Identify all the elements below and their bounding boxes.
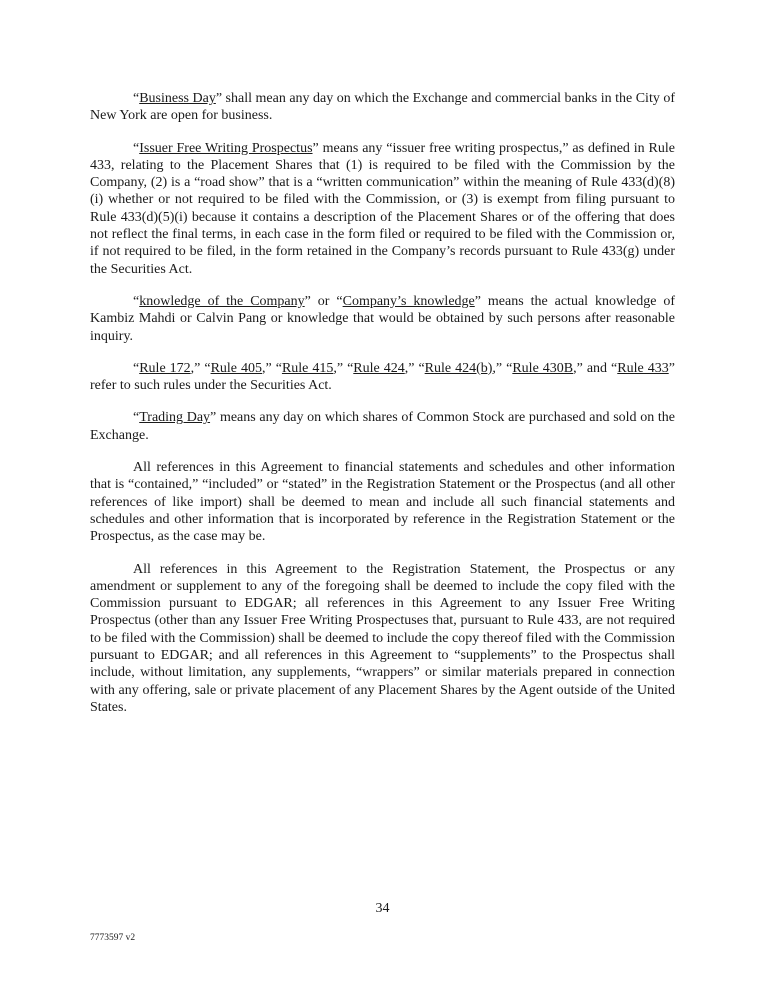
quote: “ [133,360,140,376]
definition-knowledge-of-company [90,293,675,345]
definition-text: ” means the actual knowledge of Kambiz Mahdi or Calvin Pang or knowledge that would be obtained by such persons after reasonable inquiry. [90,293,675,344]
quote: “ [133,91,140,106]
definition-trading-day [90,409,675,444]
defined-term: Company’s knowledge [342,293,475,309]
paragraph-registration-statement-references: All references in this Agreement to the Registration Statement, the Prospectus or any amendment or supplement to any of the foregoing shall be deemed to include the copy filed with the Commission pursuant to EDGAR; all references in this Agreement to any Issuer Free Writing Prospectus (other than any Issuer Free Writing Prospectuses that, pursuant to Rule 433, are not required to be filed with the Commission) shall be deemed to include the copy thereof filed with the Commission pursuant to EDGAR; and all references in this Agreement to “supplements” to the Prospectus shall include, without limitation, any supplements, “wrappers” or similar materials prepared in connection with any offering, sale or private placement of any Placement Shares by the Agent outside of the United States. [90,561,675,715]
quote: “ [133,140,140,156]
definition-text: ” refer to such rules under the Securities Act. [90,360,675,394]
defined-term: Rule 424(b) [424,360,493,376]
defined-term: Issuer Free Writing Prospectus [139,140,313,156]
defined-term: Rule 424 [353,360,405,376]
definition-text: ” means any day on which shares of Common Stock are purchased and sold on the Exchange. [90,410,675,443]
defined-term: knowledge of the Company [139,293,305,309]
document-id: 7773597 v2 [90,933,136,943]
defined-term: Rule 405 [210,360,263,376]
defined-term: Rule 430B [512,360,574,376]
separator: ,” “ [492,360,513,376]
separator: ,” “ [262,360,282,376]
defined-term: Trading Day [139,410,211,426]
separator: ,” and “ [573,360,618,376]
separator: ” or “ [304,293,343,309]
definition-business-day [90,90,675,125]
separator: ,” “ [190,360,211,376]
separator: ,” “ [404,360,425,376]
defined-term: Rule 172 [139,360,191,376]
quote: “ [133,410,140,426]
document-body [90,90,675,731]
paragraph-financial-statements-references: All references in this Agreement to financial statements and schedules and other information that is “contained,” “included” or “stated” in the Registration Statement or the Prospectus (and all other references of like import) shall be deemed to mean and include all such financial statements and schedules and other information that is incorporated by reference in the Registration Statement or the Prospectus, as the case may be. [90,460,675,545]
defined-term: Rule 415 [281,360,334,376]
definition-rules [90,360,675,395]
definition-text: ” shall mean any day on which the Exchange and commercial banks in the City of New York are open for business. [90,91,675,124]
separator: ,” “ [333,360,354,376]
page-number: 34 [375,901,390,916]
defined-term: Rule 433 [617,360,669,376]
definition-issuer-free-writing-prospectus [90,140,675,278]
quote: “ [133,293,140,309]
defined-term: Business Day [139,91,216,106]
definition-text: ” means any “issuer free writing prospectus,” as defined in Rule 433, relating to the Placement Shares that (1) is required to be filed with the Commission by the Company, (2) is a “road show” that is a “written communication” within the meaning of Rule 433(d)(8)(i) whether or not required to be filed with the Commission, or (3) is exempt from filing pursuant to Rule 433(d)(5)(i) because it contains a description of the Placement Shares or of the offering that does not reflect the final terms, in each case in the form filed or required to be filed with the Commission or, if not required to be filed, in the form retained in the Company’s records pursuant to Rule 433(g) under the Securities Act. [90,140,675,277]
